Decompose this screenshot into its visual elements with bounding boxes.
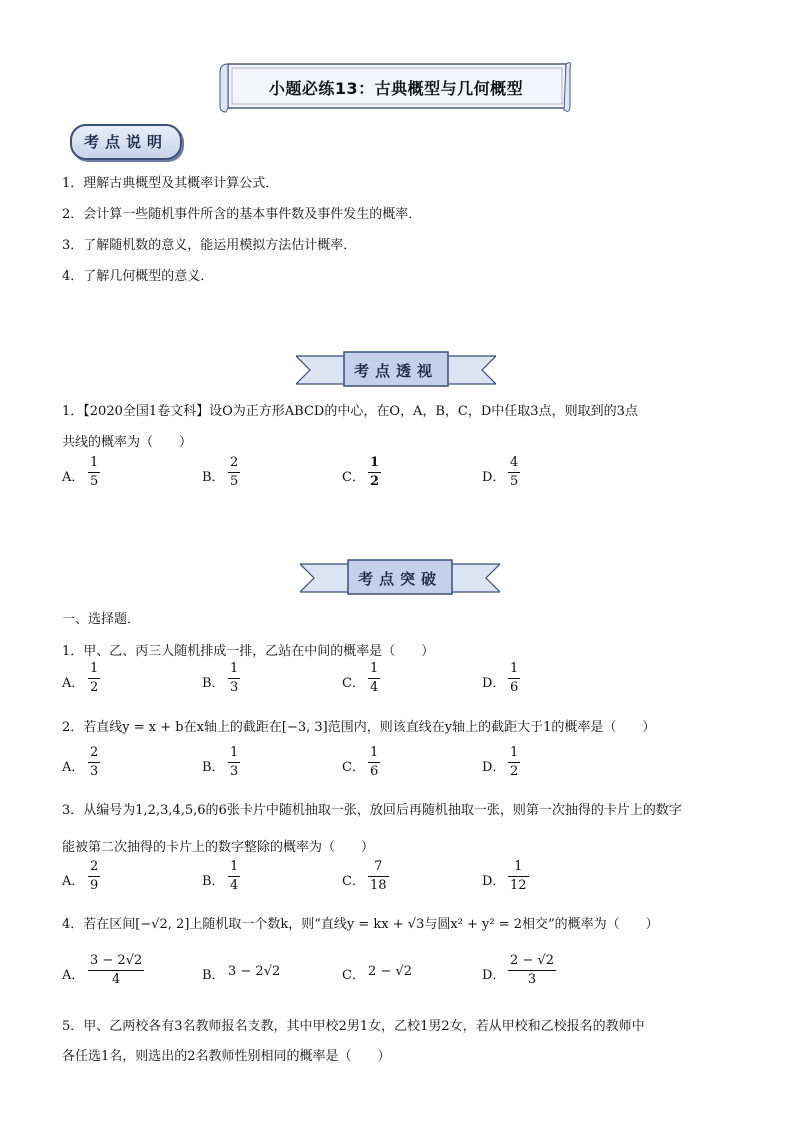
question-3-line-1: 3．从编号为1,2,3,4,5,6的6张卡片中随机抽取一张，放回后再随机抽取一张，则第一次抽得的卡片上的数字 xyxy=(62,803,682,818)
section-title-review: 考点透视 xyxy=(353,362,438,380)
question-2-text: 2．若直线y = x + b在x轴上的截距在[−3, 3]范围内，则该直线在y轴上的截距大于1的概率是（ ） xyxy=(62,720,656,735)
part-heading: 一、选择题． xyxy=(62,612,141,627)
question-3-line-2: 能被第二次抽得的卡片上的数字整除的概率为（ ） xyxy=(62,840,375,855)
outline-item-2: 2．会计算一些随机事件所含的基本事件数及事件发生的概率． xyxy=(62,207,422,222)
section-ribbon-breakthrough xyxy=(300,558,500,598)
section-badge-outline: 考点说明 xyxy=(70,124,182,160)
outline-item-4: 4．了解几何概型的意义． xyxy=(62,269,214,284)
page-title: 小题必练13：古典概型与几何概型 xyxy=(268,79,524,98)
section-title-breakthrough: 考点突破 xyxy=(357,570,442,588)
section-ribbon-review xyxy=(296,350,496,390)
document-page: 小题必练13：古典概型与几何概型 考点说明 1．理解古典概型及其概率计算公式． 2．会计算一些随机事件所含的基本事件数及事件发生的概率． 3．了解随机数的意义，能运用模拟方法估计概率． 4．了解几何概型的意义． 考点透视 1．【2020全国1卷文科】设O为正方形ABCD的中心，在O，A，B，C，D中任取3点，则取到的3点 共线的概率为（ ） A． $\frac{1}{5}$ B． $\frac{2}{5}$ C． $\frac{1}{2}$ D． $\frac{4}{5}$ 考点突破 一、选择题． 1．甲、乙、丙三人随机排成一排，乙站在中间的概率是（ ） A． $\frac{1}{2}$ B． $\frac{1}{3}$ C． $\frac{1}{4}$ D． $\frac{1}{6}$ 2．若直线y = x + b在x轴上的截距在[−3, 3]范围内，则该直线在y轴上的截距大于1的概率是（ ） A． $\frac{2}{3}$ B． $\frac{1}{3}$ C． $\frac{1}{6}$ D． $\frac{1}{2}$ 3．从编号为1,2,3,4,5,6的6张卡片中随机抽取一张，放回后再随机抽取一张，则第一次抽得的卡片上的数字 能被第二次抽得的卡片上的数字整除的概率为（ ） A． $\frac{2}{9}$ B． $\frac{1}{4}$ C． $\frac{7}{18}$ D． $\frac{1}{12}$ 4．若在区间[−√2, 2]上随机取一个数k，则“直线y = kx + √3与圆x² + y² = 2相交”的概率为（ ） A． $\frac{3 - 2√2}{4}$ B． 3 − 2√2 C． 2 − √2 D． $\frac{2 - √2}{3}$ 5．甲、乙两校各有3名教师报名支教，其中甲校2男1女，乙校1男2女，若从甲校和乙校报名的教师中 各任选1名，则选出的2名教师性别相同的概率是（ ） xyxy=(0,0,794,1123)
outline-item-3: 3．了解随机数的意义，能运用模拟方法估计概率． xyxy=(62,238,357,253)
outline-item-1: 1．理解古典概型及其概率计算公式． xyxy=(62,176,279,191)
question-5-line-2: 各任选1名，则选出的2名教师性别相同的概率是（ ） xyxy=(62,1049,391,1064)
question-4-text: 4．若在区间[−√2, 2]上随机取一个数k，则“直线y = kx + √3与圆x² + y² = 2相交”的概率为（ ） xyxy=(62,917,659,932)
review-question-1-line-2: 共线的概率为（ ） xyxy=(62,435,193,450)
question-5-line-1: 5．甲、乙两校各有3名教师报名支教，其中甲校2男1女，乙校1男2女，若从甲校和乙校报名的教师中 xyxy=(62,1019,645,1034)
review-question-1-line-1: 1．【2020全国1卷文科】设O为正方形ABCD的中心，在O，A，B，C，D中任取3点，则取到的3点 xyxy=(62,404,638,419)
title-banner xyxy=(218,56,574,116)
question-1-text: 1．甲、乙、丙三人随机排成一排，乙站在中间的概率是（ ） xyxy=(62,644,435,659)
